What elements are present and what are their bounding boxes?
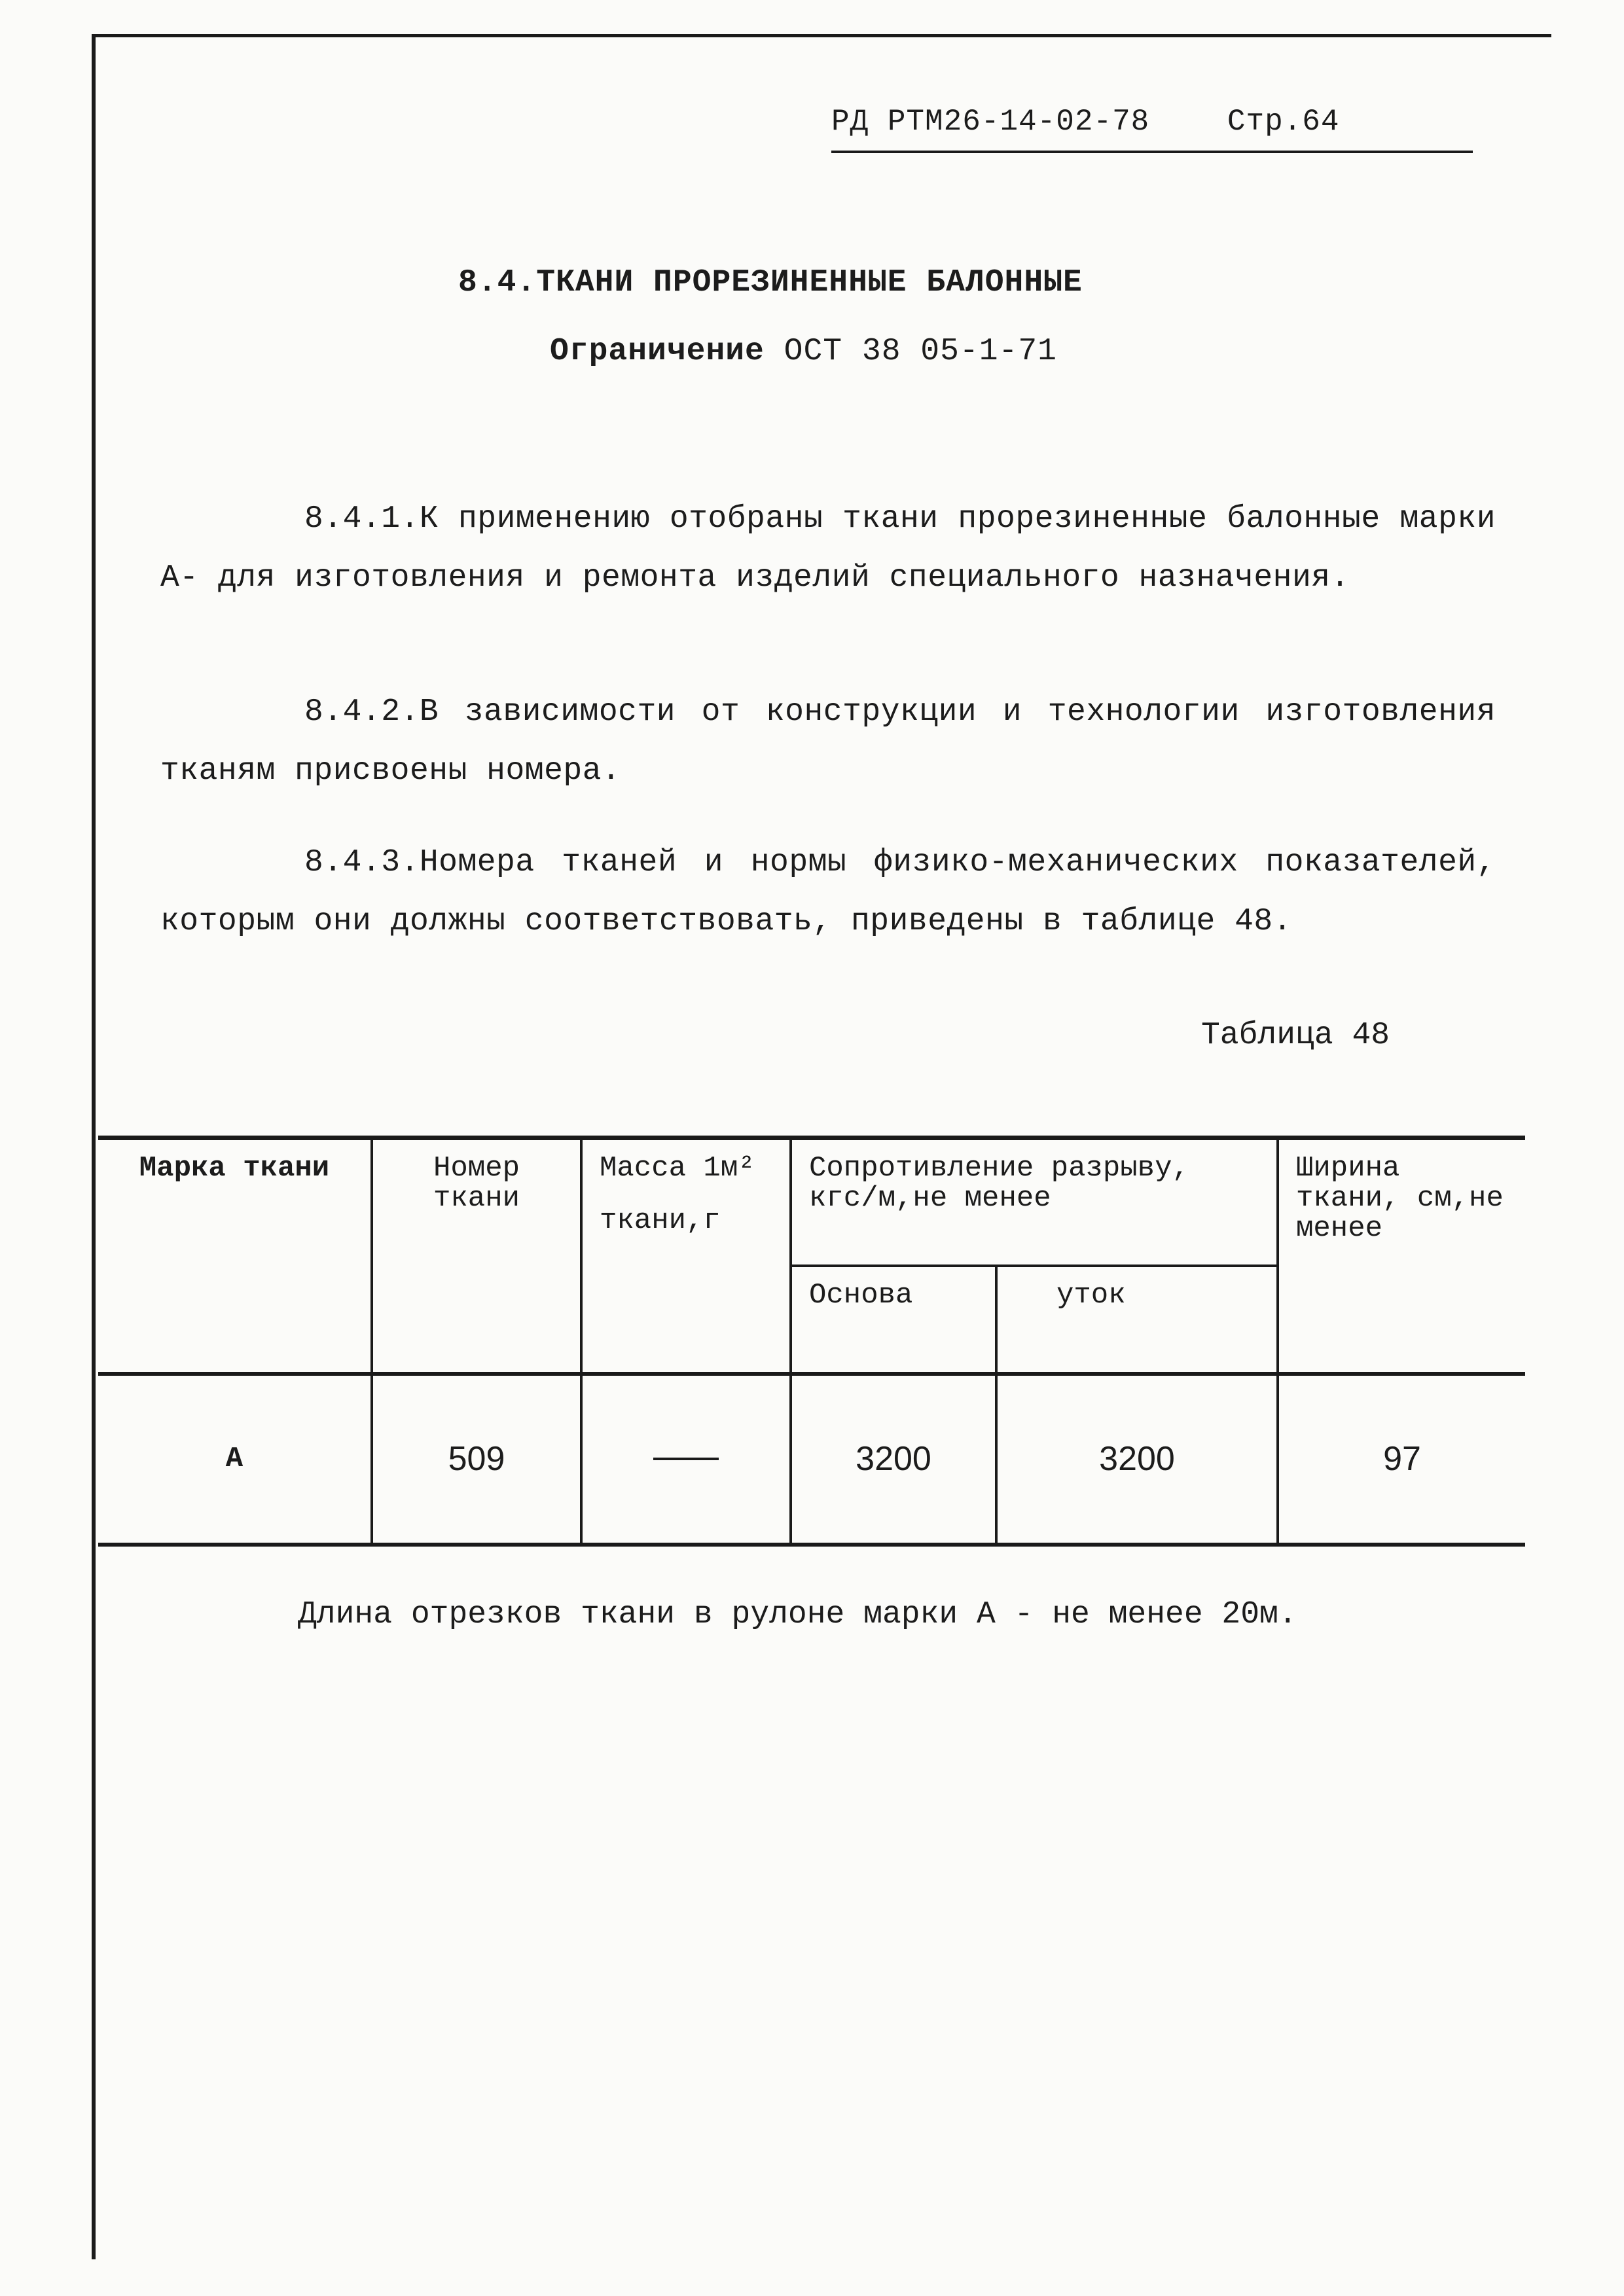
- roll-length-note: Длина отрезков ткани в рулоне марки А - не менее 20м.: [298, 1597, 1297, 1632]
- restriction-standard: ОСТ 38 05-1-71: [784, 334, 1057, 369]
- document-code: РД РТМ26-14-02-78: [831, 105, 1150, 139]
- paragraph-8-4-2: 8.4.2.В зависимости от конструкции и технологии изготовления тканям присвоены номера.: [160, 694, 1496, 789]
- page-frame-top-line: [92, 34, 1551, 37]
- page-frame-left-line: [92, 34, 96, 2259]
- cell-weft: 3200: [996, 1374, 1278, 1545]
- cell-width: 97: [1278, 1374, 1525, 1545]
- paragraph-8-4-1: 8.4.1.К применению отобраны ткани прорезиненные балонные марки А- для изготовления и ремонта изделий специального назначения.: [160, 501, 1496, 596]
- header-warp: Основа: [791, 1266, 996, 1374]
- restriction-line: [550, 334, 1057, 369]
- header-weft: уток: [996, 1266, 1278, 1374]
- table-caption: Таблица 48: [1201, 1018, 1390, 1053]
- header-width: Ширина ткани, см,не менее: [1278, 1138, 1525, 1374]
- document-header: [831, 105, 1473, 153]
- cell-number: 509: [372, 1374, 581, 1545]
- header-mass: [581, 1138, 791, 1374]
- cell-warp: 3200: [791, 1374, 996, 1545]
- table-row: [98, 1374, 1525, 1545]
- header-brand: Марка ткани: [98, 1138, 372, 1374]
- restriction-label: Ограничение: [550, 334, 765, 369]
- cell-mass-dash: [653, 1458, 719, 1460]
- page-number: Стр.64: [1227, 105, 1340, 139]
- header-mass-line1: Масса 1м²: [600, 1152, 755, 1185]
- fabric-properties-table: [98, 1136, 1525, 1547]
- cell-mass: [581, 1374, 791, 1545]
- header-number: Номер ткани: [372, 1138, 581, 1374]
- section-title: 8.4.ТКАНИ ПРОРЕЗИНЕННЫЕ БАЛОННЫЕ: [458, 265, 1083, 300]
- header-resistance: Сопротивление разрыву, кгс/м,не менее: [791, 1138, 1278, 1266]
- cell-brand: А: [98, 1374, 372, 1545]
- paragraph-8-4-3: 8.4.3.Номера тканей и нормы физико-механических показателей, которым они должны соответствовать, приведены в таблице 48.: [160, 845, 1496, 939]
- header-mass-line2: ткани,г: [600, 1204, 721, 1238]
